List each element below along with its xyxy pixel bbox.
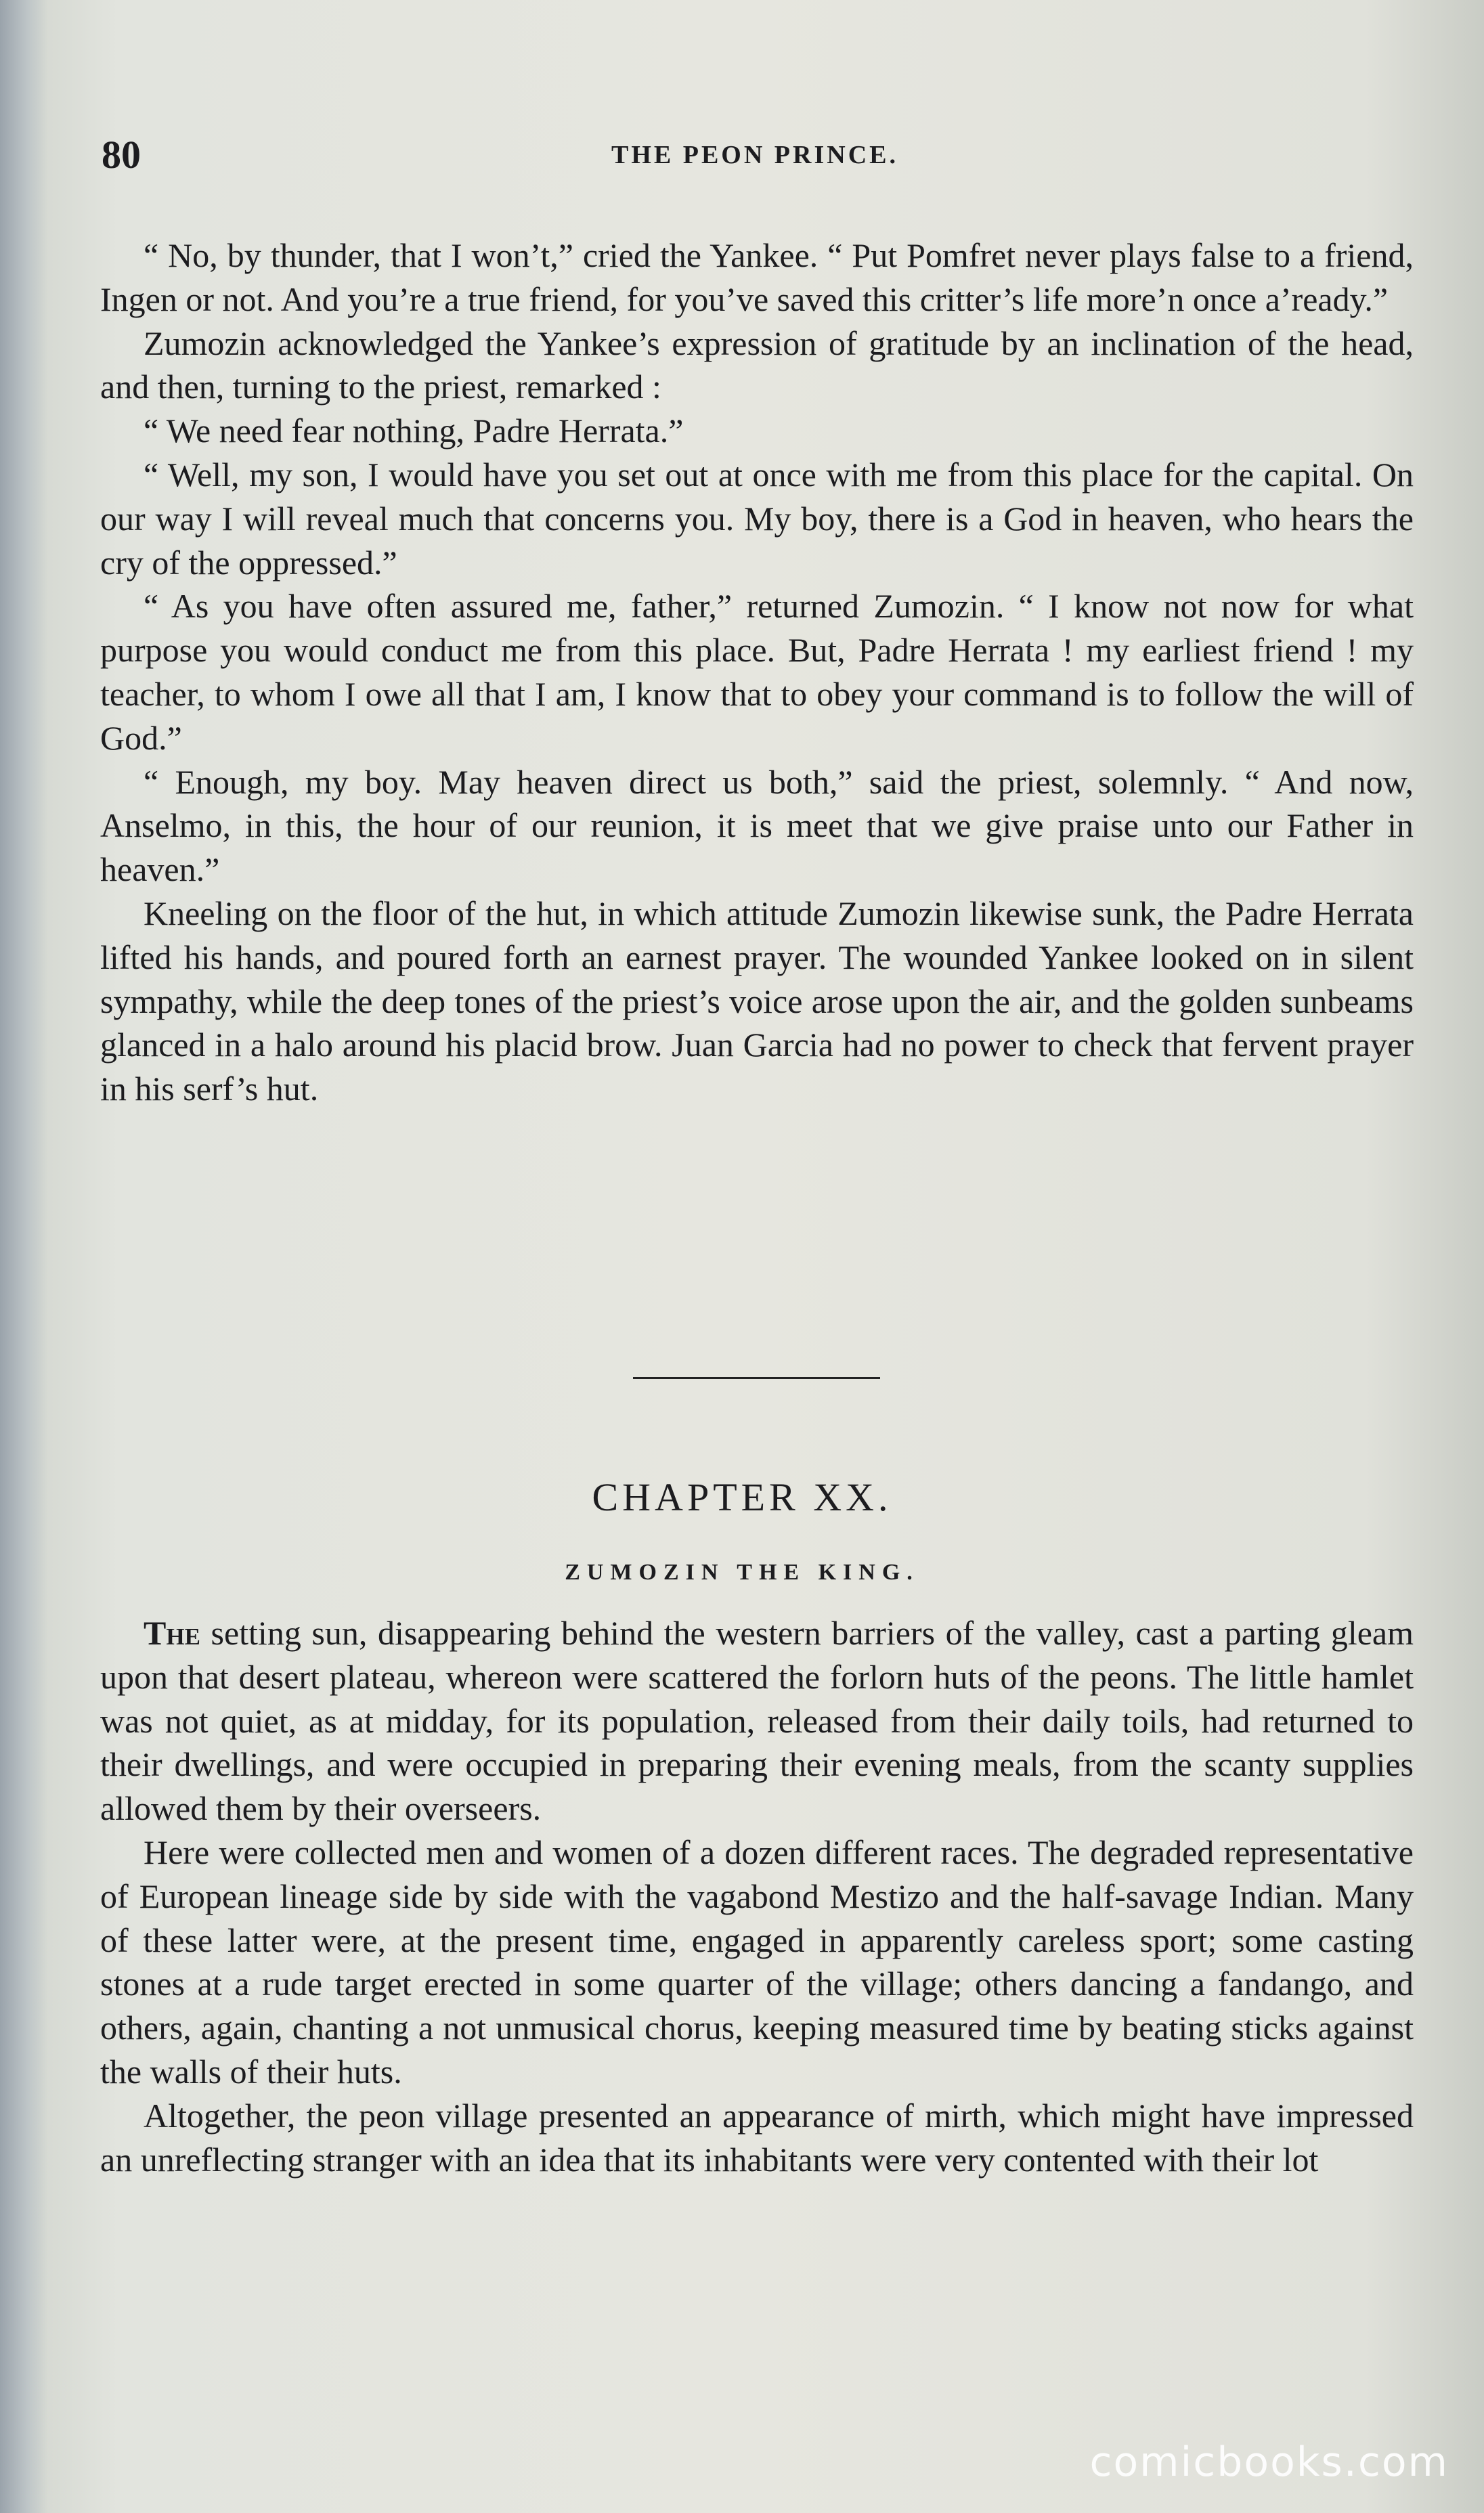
page-header bbox=[102, 132, 1408, 186]
paragraph: “ No, by thunder, that I won’t,” cried the Yankee. “ Put Pomfret never plays false to a friend, Ingen or not. And you’re a true friend, for you’ve saved this critter’s life more’n once a’ready.” bbox=[100, 236, 1414, 318]
paragraph: Kneeling on the floor of the hut, in which attitude Zumozin likewise sunk, the Padre Herrata lifted his hands, and poured forth an earnest prayer. The wounded Yankee looked on in silent sympathy, while the deep tones of the priest’s voice arose upon the air, and the golden sunbeams glanced in a halo around his placid brow. Juan Garcia had no power to check that fervent prayer in his serf’s hut. bbox=[100, 894, 1414, 1108]
chapter-subtitle: ZUMOZIN THE KING. bbox=[565, 1560, 919, 1585]
page-number: 80 bbox=[102, 133, 141, 177]
paragraph: “ As you have often assured me, father,” returned Zumozin. “ I know not now for what purpose you would conduct me from this place. But, Padre Herrata ! my earliest friend ! my teacher, to whom I owe all that I am, I know that to obey your command is to follow the will of God.” bbox=[100, 587, 1414, 757]
chapter-title: CHAPTER XX. bbox=[592, 1475, 892, 1519]
paragraph: Altogether, the peon village presented an appearance of mirth, which might have impressed an unreflecting stranger with an idea that its inhabitants were very contented with their lot bbox=[100, 2096, 1414, 2179]
section-divider bbox=[633, 1377, 880, 1379]
paragraph: Zumozin acknowledged the Yankee’s expression of gratitude by an inclination of the head, and then, turning to the priest, remarked : bbox=[100, 324, 1414, 406]
body-text-top bbox=[100, 234, 1414, 1111]
paragraph: “ Enough, my boy. May heaven direct us both,” said the priest, solemnly. “ And now, Anselmo, in this, the hour of our reunion, it is meet that we give praise unto our Father in heaven.” bbox=[100, 762, 1414, 889]
paragraph: Here were collected men and women of a dozen different races. The degraded representative of European lineage side by side with the vagabond Mestizo and the half-savage Indian. Many of these latter were, at the present time, engaged in apparently careless sport; some casting stones at a rude target erected in some quarter of the village; others dancing a fandango, and others, again, chanting a not unmusical chorus, keeping measured time by beating sticks against the walls of their huts. bbox=[100, 1833, 1414, 2091]
body-text-bottom bbox=[100, 1611, 1414, 2181]
paragraph: “ We need fear nothing, Padre Herrata.” bbox=[144, 412, 684, 450]
page-gutter-shadow bbox=[0, 0, 47, 2513]
paragraph-text: setting sun, disappearing behind the western barriers of the valley, cast a parting gleam upon that desert plateau, whereon were scattered the forlorn huts of the peons. The little hamlet was not quiet, as at midday, for its population, released from their daily toils, had returned to their dwellings, and were occupied in preparing their evening meals, from the scanty supplies allowed them by their overseers. bbox=[100, 1614, 1414, 1828]
paragraph bbox=[100, 1611, 1414, 1831]
paragraph-lead-word: The bbox=[144, 1614, 200, 1652]
watermark: comicbooks.com bbox=[1089, 2439, 1449, 2486]
running-title: THE PEON PRINCE. bbox=[611, 141, 898, 169]
paragraph: “ Well, my son, I would have you set out at once with me from this place for the capital. On our way I will reveal much that concerns you. My boy, there is a God in heaven, who hears the cry of the oppressed.” bbox=[100, 455, 1414, 582]
